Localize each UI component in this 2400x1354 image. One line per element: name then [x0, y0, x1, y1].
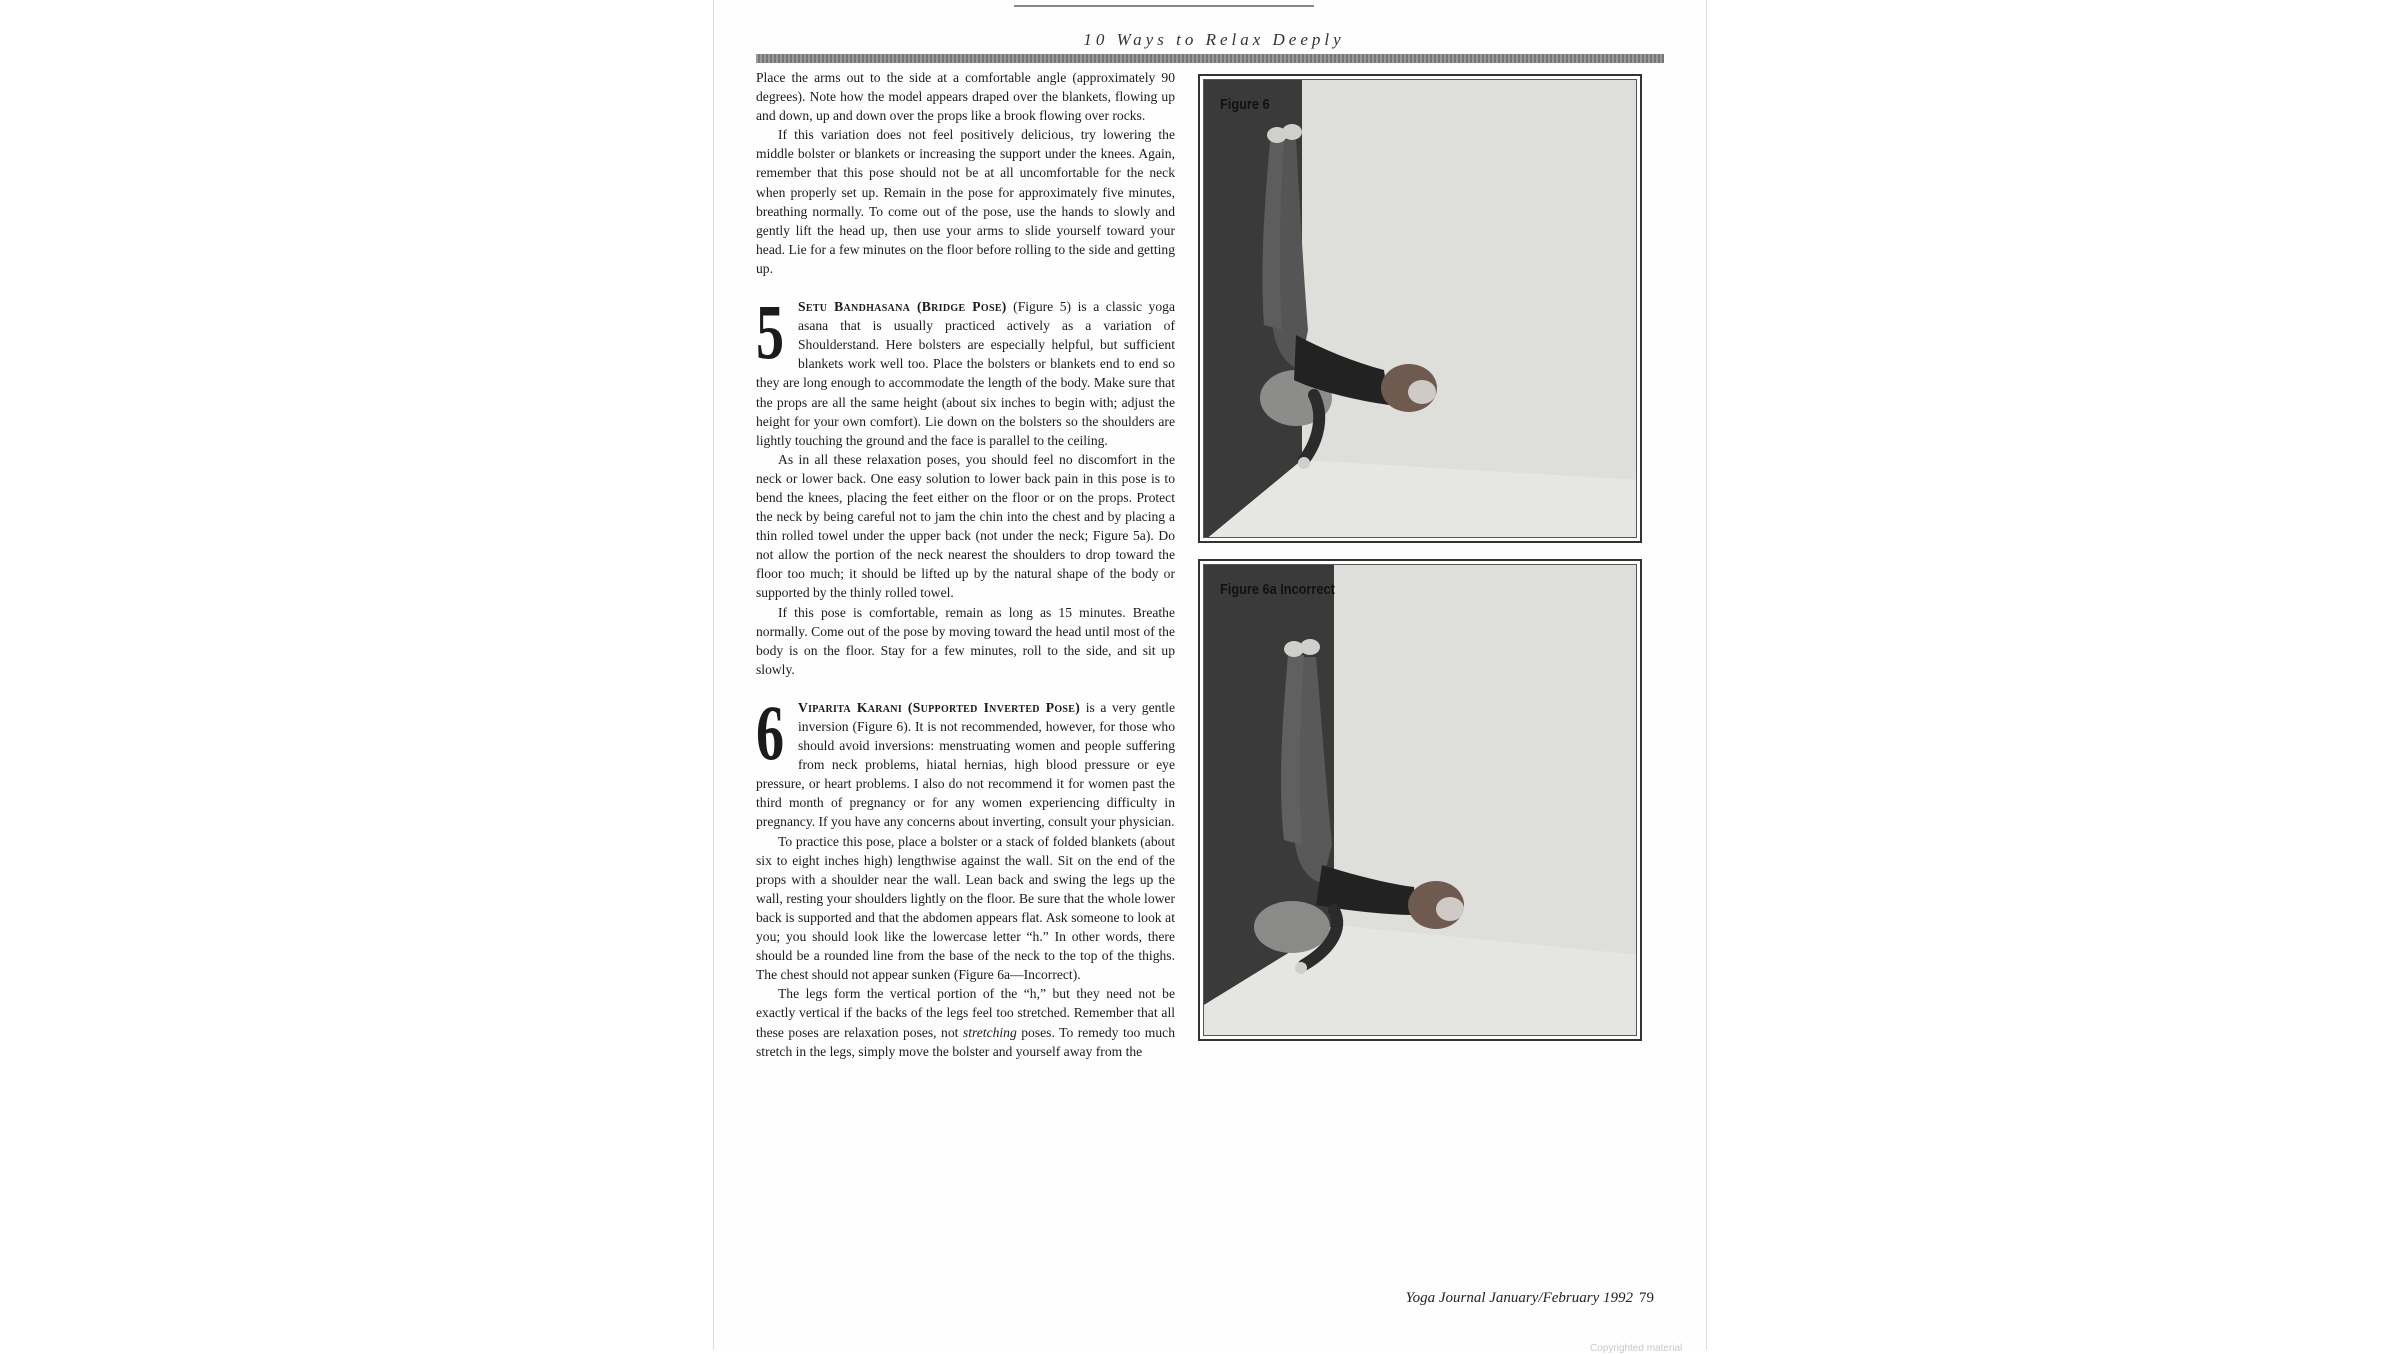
section-heading: Viparita Karani (Supported Inverted Pose)	[798, 699, 1081, 715]
top-rule-fragment	[1014, 0, 1314, 7]
publication-name: Yoga Journal January/February 1992	[1405, 1290, 1633, 1306]
emphasis: stretching	[962, 1024, 1017, 1040]
paragraph: To practice this pose, place a bolster or a stack of folded blankets (about six to eight inches high) lengthwise against the wall. Sit on the end of the props with a shoulder near the wall. Lean back and swing the legs up the wall, resting your shoulders lightly on the floor. Be sure that the whole lower back is supported and that the abdomen appears flat. Ask someone to look at you; you should look like the lowercase letter “h.” In other words, there should be a rounded line from the base of the neck to the top of the thighs. The chest should not appear sunken (Figure 6a—Incorrect).	[756, 833, 1175, 983]
section-lead-paragraph	[756, 688, 1175, 832]
article-text-column	[756, 68, 1175, 1061]
pose-illustration	[1204, 80, 1637, 538]
figure-label: Figure 6a Incorrect	[1220, 581, 1335, 598]
paragraph-text: poses. To remedy too much stretch in the legs, simply move the bolster and yourself away from the	[756, 1024, 1175, 1059]
header-rule	[756, 54, 1664, 63]
page-footer	[1204, 1290, 1654, 1307]
copyright-watermark: Copyrighted material	[1590, 1343, 1683, 1354]
paragraph: Place the arms out to the side at a comfortable angle (approximately 90 degrees). Note how the model appears draped over the blankets, flowing up and down, up and down over the props like a brook flowing over rocks.	[756, 70, 1175, 124]
paragraph: If this pose is comfortable, remain as long as 15 minutes. Breathe normally. Come out of the pose by moving toward the head until most of the body is on the floor. Stay for a few minutes, roll to the side, and sit up slowly.	[756, 604, 1175, 677]
paragraph-text: The legs form the vertical portion of the “h,” but they need not be exactly vertical if the backs of the legs feel too stretched. Remember that all these poses are relaxation poses, not	[756, 986, 1175, 1040]
pose-illustration	[1204, 565, 1637, 1036]
figure-6-photo	[1203, 79, 1637, 538]
section-lead-paragraph	[756, 288, 1175, 450]
figure-6a	[1198, 559, 1642, 1041]
figure-6a-photo	[1203, 564, 1637, 1036]
section-5	[756, 288, 1175, 679]
figure-6	[1198, 74, 1642, 543]
page-number: 79	[1639, 1290, 1654, 1306]
paragraph	[756, 984, 1175, 1060]
paragraph-text: (Figure 5) is a classic yoga asana that is usually practiced actively as a variation of Shoulderstand. Here bolsters are especially helpful, but sufficient blankets work well too. Place the bolsters or blankets end to end so they are long enough to accommodate the length of the body. Make sure that the props are all the same height (about six inches to begin with; adjust the height for your own comfort). Lie down on the bolsters so the shoulders are lightly touching the ground and the face is parallel to the ceiling.	[756, 299, 1175, 448]
drop-cap: 6	[756, 688, 785, 776]
paragraph: As in all these relaxation poses, you should feel no discomfort in the neck or lower back. One easy solution to lower back pain in this pose is to bend the knees, placing the feet either on the floor or on the props. Protect the neck by being careful not to jam the chin into the chest and by placing a thin rolled towel under the upper back (not under the neck; Figure 5a). Do not allow the portion of the neck nearest the shoulders to drop toward the floor too much; it should be lifted up by the natural shape of the body or supported by the thinly rolled towel.	[756, 451, 1175, 601]
paragraph-text: is a very gentle inversion (Figure 6). It is not recommended, however, for those who should avoid inversions: menstruating women and people suffering from neck problems, hiatal hernias, high blood pressure or eye pressure, or heart problems. I also do not recommend it for women past the third month of pregnancy or for any women experiencing difficulty in pregnancy. If you have any concerns about inverting, consult your physician.	[756, 699, 1175, 830]
running-head: 10 Ways to Relax Deeply	[1083, 30, 1345, 49]
paragraph: If this variation does not feel positively delicious, try lowering the middle bolster or blankets or increasing the support under the knees. Again, remember that this pose should not be at all uncomfortable for the neck when properly set up. Remain in the pose for approximately five minutes, breathing normally. To come out of the pose, use the hands to slowly and gently lift the head up, then use your arms to slide yourself toward your head. Lie for a few minutes on the floor before rolling to the side and getting up.	[756, 127, 1175, 276]
section-heading: Setu Bandhasana (Bridge Pose)	[798, 299, 1007, 315]
magazine-page	[713, 0, 1707, 1350]
drop-cap: 5	[756, 288, 785, 376]
section-6	[756, 688, 1175, 1061]
figure-label: Figure 6	[1220, 96, 1270, 113]
